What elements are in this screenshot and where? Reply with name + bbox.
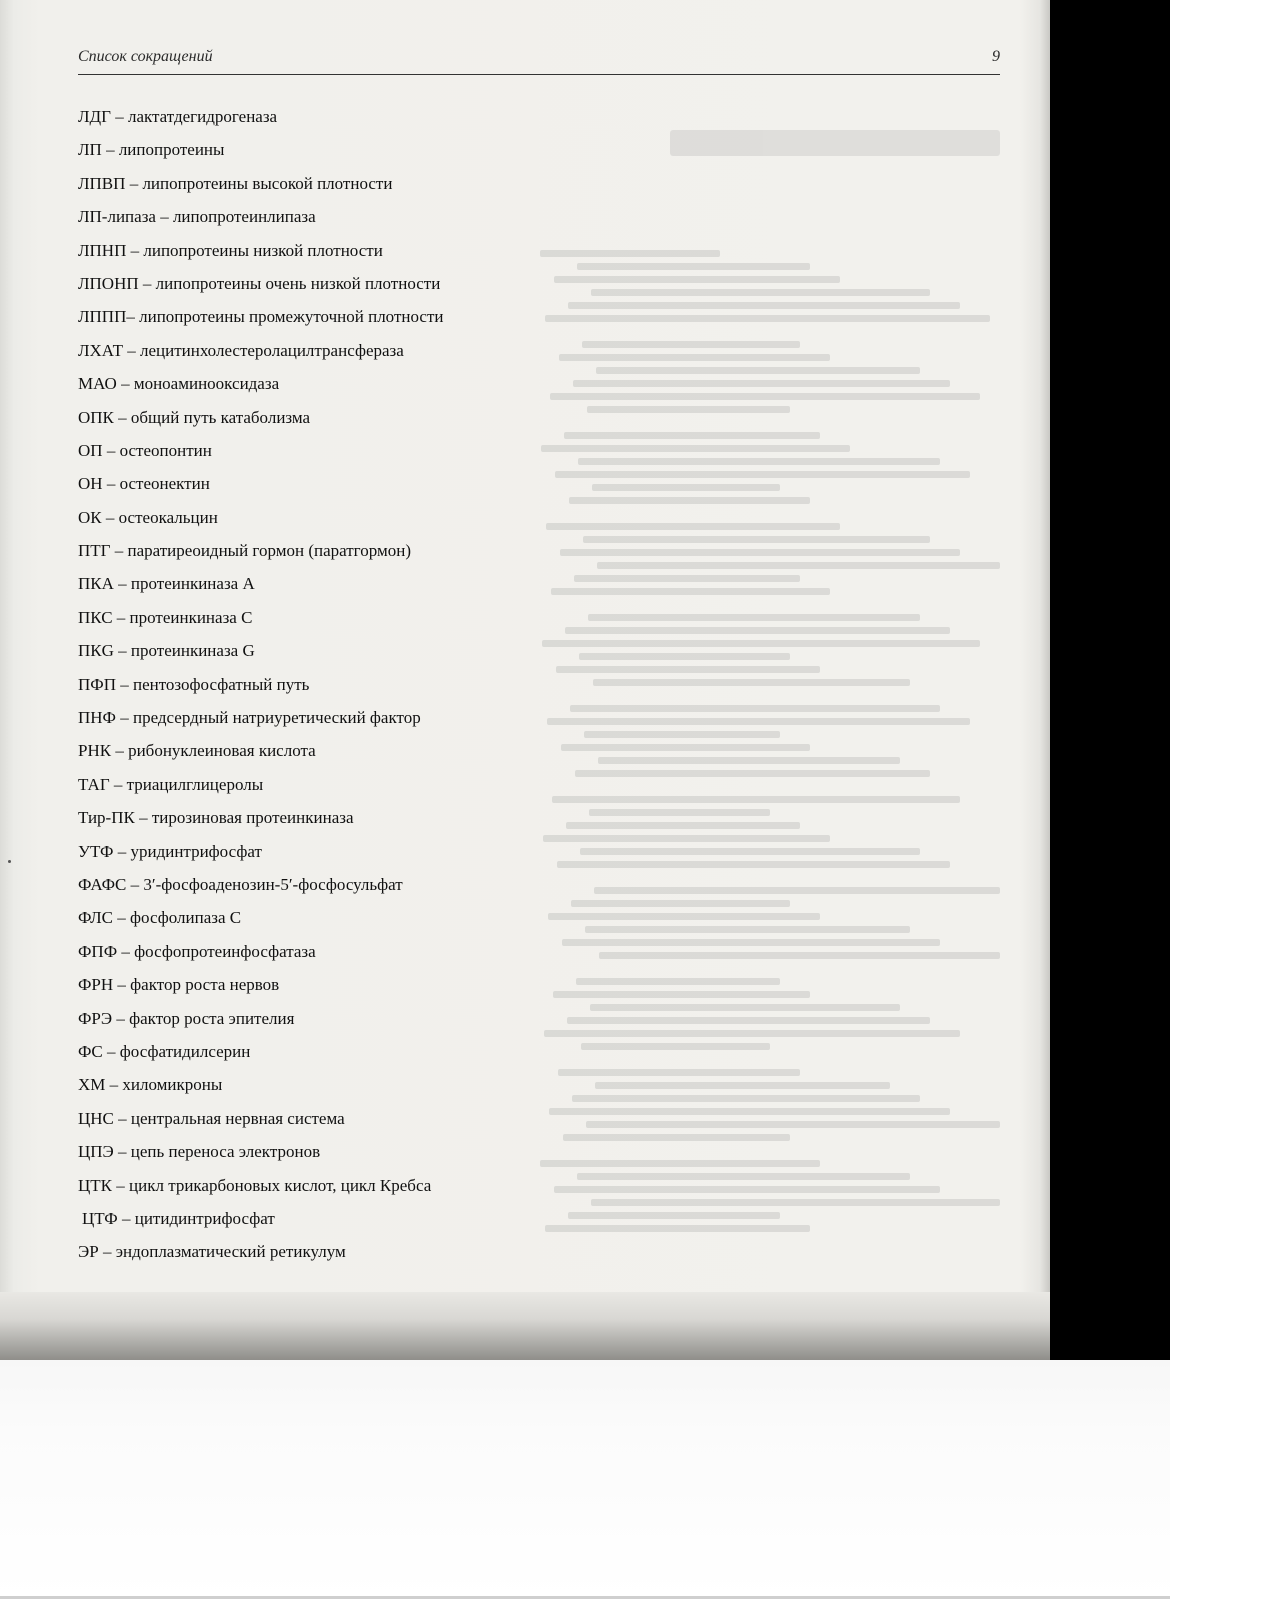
- abbreviation-term: ПНФ: [78, 708, 116, 728]
- abbreviation-entry: [78, 1169, 638, 1202]
- abbreviation-definition: липопротеины высокой плотности: [142, 173, 393, 193]
- abbreviation-term: Тир-ПК: [78, 808, 135, 828]
- abbreviation-term: ТАГ: [78, 774, 110, 794]
- abbreviation-separator: –: [116, 374, 134, 394]
- abbreviation-entry: [78, 567, 638, 600]
- abbreviation-separator: –: [112, 1175, 129, 1195]
- abbreviation-definition: эндоплазматический ретикулум: [115, 1242, 346, 1262]
- abbreviation-entry: [78, 100, 638, 133]
- abbreviation-definition: тирозиновая протеинкиназа: [151, 808, 354, 828]
- abbreviation-term: ЛПОНП: [78, 273, 139, 293]
- scan-speck: [8, 860, 11, 863]
- bleed-line-shape: [597, 562, 1000, 569]
- abbreviation-term: ОП: [78, 440, 103, 460]
- abbreviation-definition: пентозофосфатный путь: [132, 674, 310, 694]
- abbreviation-definition: остеонектин: [119, 474, 210, 494]
- abbreviation-term: ЛППП: [78, 307, 127, 327]
- abbreviation-term: ПКG: [78, 641, 114, 661]
- abbreviation-definition: липопротеины низкой плотности: [143, 240, 383, 260]
- abbreviation-separator: –: [115, 708, 133, 728]
- abbreviation-separator: –: [105, 1075, 123, 1095]
- abbreviation-term: ЦПЭ: [78, 1142, 114, 1162]
- abbreviation-separator: –: [125, 173, 143, 193]
- abbreviation-separator: –: [113, 908, 131, 928]
- abbreviation-separator: –: [126, 307, 140, 327]
- scanner-bottom-edge: [0, 1596, 1170, 1599]
- abbreviation-separator: –: [113, 574, 131, 594]
- abbreviation-separator: –: [155, 207, 173, 227]
- page-number: 9: [992, 48, 1000, 65]
- abbreviation-term: ФС: [78, 1041, 103, 1061]
- abbreviation-term: ЛП-липаза: [78, 207, 156, 227]
- abbreviation-term: ПФП: [78, 674, 116, 694]
- abbreviation-term: ФАФС: [78, 874, 127, 894]
- abbreviation-definition: центральная нервная система: [130, 1108, 345, 1128]
- abbreviation-separator: –: [111, 741, 129, 761]
- abbreviation-definition: липопротеинлипаза: [172, 207, 316, 227]
- abbreviation-definition: рибонуклеиновая кислота: [128, 741, 316, 761]
- abbreviation-definition: фосфопротеинфосфатаза: [134, 941, 316, 961]
- abbreviation-term: ХМ: [78, 1075, 106, 1095]
- abbreviation-definition: фактор роста нервов: [130, 975, 280, 995]
- abbreviation-definition: протеинкиназа G: [130, 641, 255, 661]
- abbreviation-term: УТФ: [78, 841, 114, 861]
- abbreviation-separator: –: [101, 140, 119, 160]
- abbreviation-definition: липопротеины очень низкой плотности: [155, 273, 441, 293]
- abbreviation-definition: уридинтрифосфат: [130, 841, 262, 861]
- abbreviation-definition: протеинкиназа С: [129, 607, 253, 627]
- abbreviation-separator: –: [113, 1108, 131, 1128]
- abbreviation-entry: [78, 835, 638, 868]
- bleed-line-shape: [594, 887, 1000, 894]
- scanner-dark-border: [1050, 0, 1170, 1360]
- abbreviation-entry: [78, 534, 638, 567]
- abbreviation-definition: триацилглицеролы: [126, 774, 264, 794]
- abbreviation-entry: [78, 801, 638, 834]
- abbreviation-entry: [78, 968, 638, 1001]
- abbreviation-separator: –: [112, 1008, 130, 1028]
- abbreviation-separator: –: [102, 1041, 120, 1061]
- abbreviation-term: МАО: [78, 374, 117, 394]
- abbreviation-definition: остеопонтин: [119, 440, 212, 460]
- abbreviation-definition: протеинкиназа А: [130, 574, 255, 594]
- abbreviation-entry: [78, 601, 638, 634]
- bleed-line-shape: [598, 757, 900, 764]
- abbreviation-definition: лактатдегидрогеназа: [127, 107, 278, 126]
- abbreviation-entry: [78, 401, 638, 434]
- running-header: [78, 46, 1000, 75]
- abbreviation-term: ЛПНП: [78, 240, 127, 260]
- abbreviation-entry: [78, 935, 638, 968]
- abbreviation-entry: [78, 133, 638, 166]
- abbreviation-entry: [78, 668, 638, 701]
- bleed-line-shape: [599, 952, 1000, 959]
- bleed-line-shape: [596, 367, 920, 374]
- abbreviation-term: ФРЭ: [78, 1008, 113, 1028]
- abbreviation-entry: [78, 200, 638, 233]
- abbreviation-entry: [78, 334, 638, 367]
- abbreviation-definition: липопротеины: [118, 140, 225, 160]
- abbreviation-separator: –: [117, 1208, 135, 1228]
- abbreviation-separator: –: [102, 474, 120, 494]
- abbreviation-definition: фосфолипаза С: [130, 908, 242, 928]
- abbreviation-entry: [78, 434, 638, 467]
- abbreviation-entry: [78, 868, 638, 901]
- abbreviation-term: ФПФ: [78, 941, 118, 961]
- abbreviation-term: ЛПВП: [78, 173, 126, 193]
- abbreviation-entry: [78, 467, 638, 500]
- abbreviation-separator: –: [115, 674, 133, 694]
- bleed-line-shape: [595, 1082, 890, 1089]
- abbreviation-term: ОК: [78, 507, 102, 527]
- abbreviation-separator: –: [117, 941, 135, 961]
- abbreviation-term: ЛДГ: [78, 107, 111, 126]
- abbreviation-term: ЛП: [78, 140, 102, 160]
- abbreviation-term: РНК: [78, 741, 112, 761]
- bleed-title-shape: [670, 130, 1000, 156]
- abbreviation-separator: –: [138, 273, 156, 293]
- abbreviation-separator: –: [109, 774, 127, 794]
- abbreviation-term: ЦТК: [78, 1175, 112, 1195]
- abbreviation-entry: [78, 167, 638, 200]
- abbreviation-term: ФРН: [78, 975, 114, 995]
- abbreviation-definition: цикл трикарбоновых кислот, цикл Кребса: [129, 1175, 432, 1195]
- running-header-title: Список сокращений: [78, 48, 213, 65]
- abbreviation-entry: [78, 367, 638, 400]
- abbreviation-definition: 3′-фосфоаденозин-5′-фосфосульфат: [143, 874, 403, 894]
- abbreviation-separator: –: [126, 874, 144, 894]
- abbreviation-definition: цепь переноса электронов: [130, 1142, 321, 1162]
- abbreviation-entry: [78, 501, 638, 534]
- abbreviation-entry: [78, 1135, 638, 1168]
- abbreviation-definition: лецитинхолестеролацилтрансфераза: [139, 340, 404, 360]
- abbreviation-separator: –: [101, 507, 119, 527]
- abbreviation-definition: паратиреоидный гормон (паратгормон): [127, 541, 411, 561]
- abbreviation-term: ОН: [78, 474, 103, 494]
- scanner-white-margin: [1170, 0, 1280, 1600]
- abbreviation-separator: –: [113, 1142, 131, 1162]
- abbreviation-entry: [78, 1002, 638, 1035]
- abbreviation-entry: [78, 1235, 638, 1268]
- abbreviation-separator: –: [113, 641, 131, 661]
- abbreviation-separator: –: [102, 440, 120, 460]
- page-bottom-edge: [0, 1292, 1050, 1360]
- bleed-line-shape: [586, 1121, 1000, 1128]
- abbreviation-separator: –: [113, 407, 131, 427]
- abbreviation-definition: фосфатидилсерин: [119, 1041, 251, 1061]
- bleed-line-shape: [593, 679, 910, 686]
- abbreviation-definition: остеокальцин: [118, 507, 218, 527]
- abbreviation-definition: цитидинтрифосфат: [134, 1208, 275, 1228]
- abbreviation-separator: –: [98, 1242, 116, 1262]
- abbreviation-separator: –: [134, 808, 152, 828]
- abbreviation-term: ОПК: [78, 407, 114, 427]
- abbreviation-term: ЛХАТ: [78, 340, 123, 360]
- abbreviation-separator: –: [110, 107, 128, 126]
- abbreviation-term: ПТГ: [78, 541, 111, 561]
- abbreviation-definition: фактор роста эпителия: [129, 1008, 295, 1028]
- abbreviation-definition: предсердный натриуретический фактор: [132, 708, 421, 728]
- abbreviation-entry: [78, 768, 638, 801]
- abbreviation-entry: [78, 1102, 638, 1135]
- bleed-line-shape: [591, 289, 930, 296]
- abbreviation-term: ЦНС: [78, 1108, 114, 1128]
- bleed-line-shape: [591, 1199, 1000, 1206]
- abbreviation-term: ЦТФ: [82, 1208, 118, 1228]
- abbreviation-entry: [78, 300, 638, 333]
- abbreviation-term: ПКС: [78, 607, 113, 627]
- abbreviation-definition: общий путь катаболизма: [130, 407, 311, 427]
- abbreviation-separator: –: [113, 975, 131, 995]
- abbreviation-separator: –: [126, 240, 144, 260]
- abbreviation-entry: [78, 1202, 638, 1235]
- abbreviation-separator: –: [112, 607, 130, 627]
- abbreviation-entry: [78, 701, 638, 734]
- abbreviation-entry: [78, 1035, 638, 1068]
- abbreviation-entry: [78, 234, 638, 267]
- abbreviation-definition: хиломикроны: [122, 1075, 223, 1095]
- abbreviation-term: ЭР: [78, 1242, 99, 1262]
- abbreviation-entry: [78, 734, 638, 767]
- abbreviation-list: [78, 100, 638, 1269]
- abbreviation-definition: липопротеины промежуточной плотности: [139, 307, 444, 327]
- abbreviation-term: ПКА: [78, 574, 114, 594]
- abbreviation-separator: –: [122, 340, 140, 360]
- abbreviation-term: ФЛС: [78, 908, 114, 928]
- abbreviation-separator: –: [110, 541, 128, 561]
- abbreviation-definition: моноаминооксидаза: [133, 374, 280, 394]
- abbreviation-entry: [78, 1068, 638, 1101]
- abbreviation-entry: [78, 267, 638, 300]
- abbreviation-entry: [78, 901, 638, 934]
- abbreviation-separator: –: [113, 841, 131, 861]
- scanner-empty-area: [0, 1360, 1170, 1600]
- abbreviation-entry: [78, 634, 638, 667]
